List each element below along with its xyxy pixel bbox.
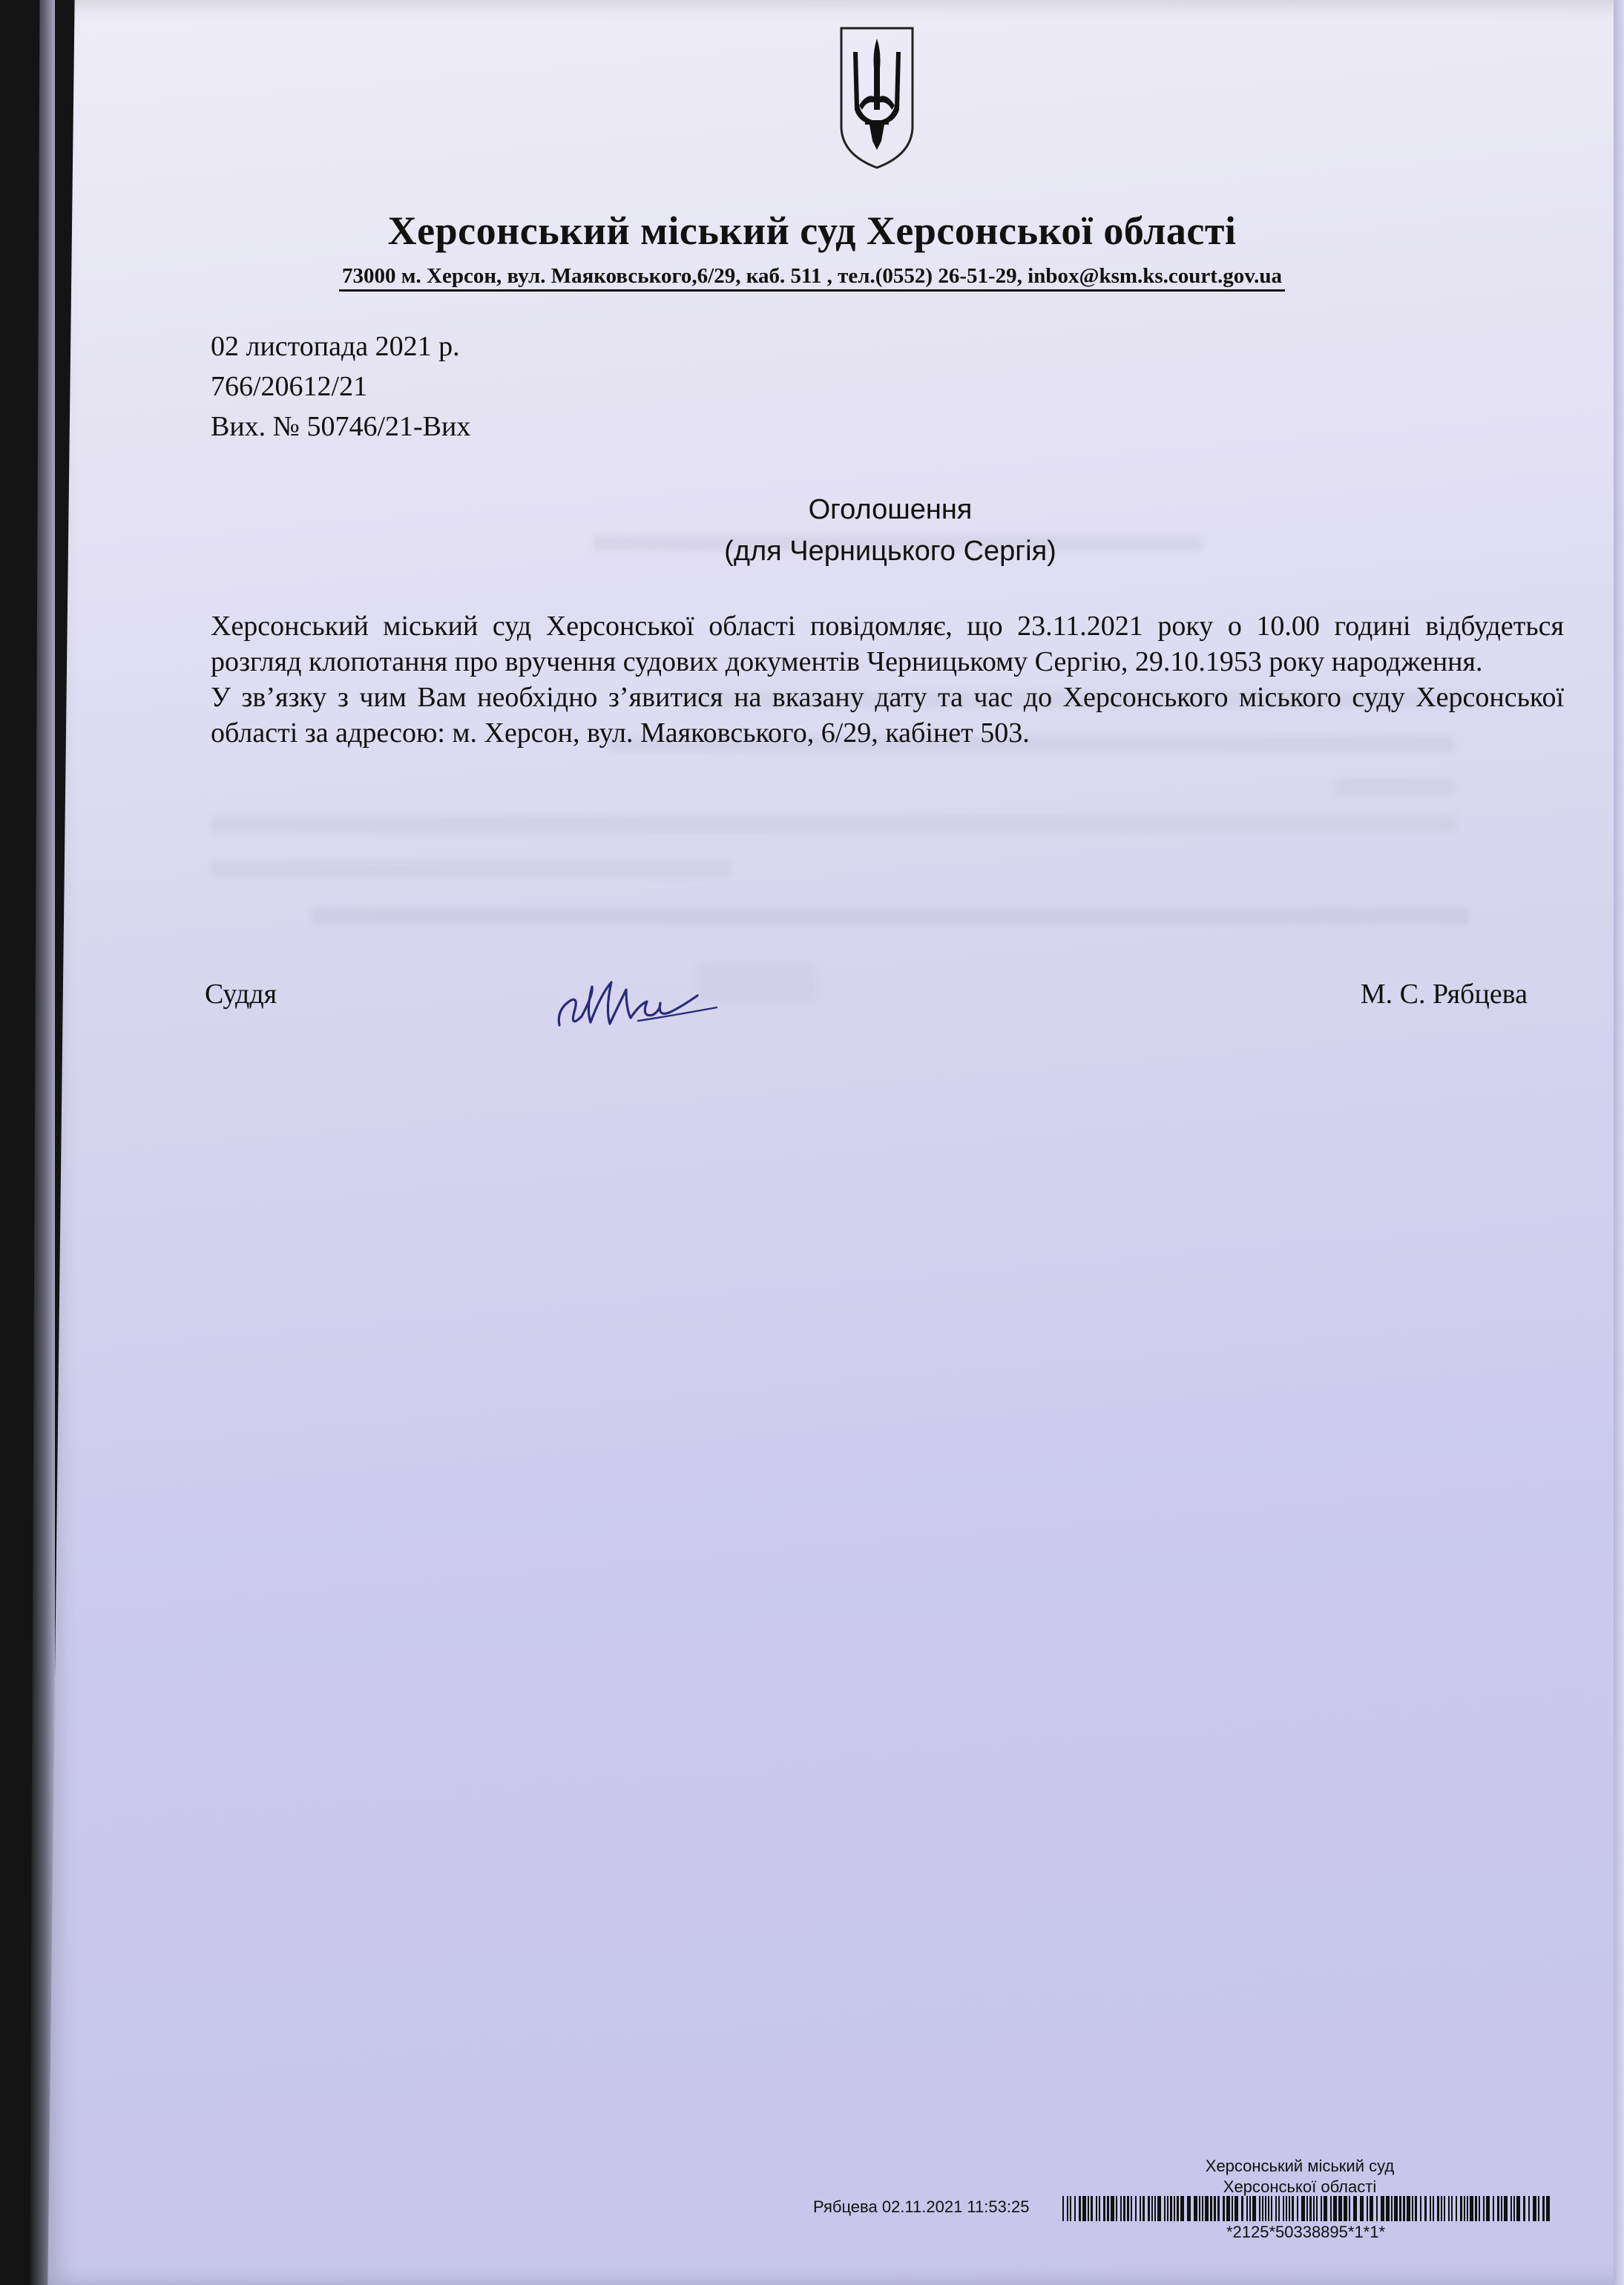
barcode-bar	[1140, 2196, 1141, 2221]
barcode-bar	[1391, 2196, 1393, 2221]
barcode-bar	[1533, 2196, 1536, 2221]
barcode-bar	[1370, 2196, 1373, 2221]
barcode-bar	[1268, 2196, 1269, 2221]
notice-paragraph-1: Херсонський міський суд Херсонської області повідомляє, що 23.11.2021 року о 10.00 годині відбудеться розгляд клопотання про вручення судових документів Черницькому Сергію, 29.10.1953 року народження.	[211, 611, 1564, 677]
barcode-bar	[1523, 2196, 1525, 2221]
barcode-bar	[1210, 2196, 1212, 2221]
barcode-bar	[1232, 2196, 1233, 2221]
barcode-bar	[1062, 2196, 1064, 2221]
court-address-line	[0, 264, 1624, 289]
outgoing-number: Вих. № 50746/21-Вих	[211, 411, 471, 442]
case-number: 766/20612/21	[211, 371, 368, 402]
stamp-signed-by: Рябцева 02.11.2021 11:53:25	[813, 2197, 1030, 2216]
barcode-bar	[1148, 2196, 1150, 2221]
barcode-bar	[1394, 2196, 1398, 2221]
document-barcode	[1062, 2196, 1554, 2221]
barcode-bar	[1475, 2196, 1477, 2221]
barcode-bar	[1297, 2196, 1298, 2221]
barcode-bar	[1313, 2196, 1315, 2221]
barcode-bar	[1283, 2196, 1284, 2221]
barcode-bar	[1154, 2196, 1156, 2221]
barcode-bar	[1259, 2196, 1260, 2221]
barcode-bar	[1174, 2196, 1175, 2221]
barcode-bar	[1333, 2196, 1337, 2221]
barcode-bar	[1420, 2196, 1421, 2221]
barcode-bar	[1249, 2196, 1251, 2221]
barcode-bar	[1448, 2196, 1450, 2221]
barcode-bar	[1177, 2196, 1179, 2221]
barcode-bar	[1486, 2196, 1490, 2221]
stamp-court-line-2: Херсонської області	[1223, 2177, 1377, 2196]
barcode-bar	[1437, 2196, 1439, 2221]
ukraine-trident-emblem-icon	[837, 22, 917, 171]
barcode-bar	[1542, 2196, 1545, 2221]
document-meta	[211, 326, 470, 447]
barcode-bar	[1180, 2196, 1184, 2221]
barcode-bar	[1246, 2196, 1248, 2221]
barcode-bar	[1301, 2196, 1305, 2221]
barcode-bar	[1467, 2196, 1468, 2221]
barcode-bar	[1381, 2196, 1384, 2221]
barcode-bar	[1187, 2196, 1191, 2221]
barcode-bar	[1451, 2196, 1453, 2221]
barcode-bar	[1275, 2196, 1277, 2221]
barcode-bar	[1538, 2196, 1539, 2221]
barcode-bar	[1349, 2196, 1350, 2221]
stamp-document-code: *2125*50338895*1*1*	[1226, 2223, 1386, 2241]
barcode-bar	[1217, 2196, 1220, 2221]
notice-recipient: (для Черницького Сергія)	[724, 536, 1056, 567]
barcode-bar	[1170, 2196, 1172, 2221]
barcode-bar	[1292, 2196, 1294, 2221]
judge-name: М. С. Рябцева	[1360, 979, 1528, 1010]
barcode-bar	[1316, 2196, 1318, 2221]
barcode-bar	[1460, 2196, 1462, 2221]
barcode-bar	[1441, 2196, 1442, 2221]
court-name-heading: Херсонський міський суд Херсонської області	[387, 208, 1237, 253]
barcode-bar	[1123, 2196, 1125, 2221]
barcode-bar	[1330, 2196, 1332, 2221]
notice-body	[211, 608, 1564, 751]
barcode-bar	[1241, 2196, 1243, 2221]
barcode-bar	[1412, 2196, 1413, 2221]
barcode-bar	[1194, 2196, 1197, 2221]
barcode-bar	[1278, 2196, 1280, 2221]
barcode-bar	[1403, 2196, 1405, 2221]
barcode-bar	[1074, 2196, 1076, 2221]
barcode-bar	[1067, 2196, 1068, 2221]
barcode-bar	[1226, 2196, 1230, 2221]
stamp-court-line-1: Херсонський міський суд	[1205, 2157, 1395, 2175]
barcode-bar	[1271, 2196, 1272, 2221]
barcode-bar	[1214, 2196, 1216, 2221]
barcode-bar	[1131, 2196, 1132, 2221]
barcode-bar	[1415, 2196, 1417, 2221]
signature-role: Суддя	[205, 979, 277, 1010]
barcode-bar	[1202, 2196, 1203, 2221]
barcode-bar	[1088, 2196, 1089, 2221]
barcode-bar	[1107, 2196, 1109, 2221]
e-signature-stamp-court	[1166, 2156, 1433, 2197]
barcode-bar	[1082, 2196, 1086, 2221]
barcode-bar	[1376, 2196, 1378, 2221]
court-address-text: 73000 м. Херсон, вул. Маяковського,6/29, каб. 511 , тел.(0552) 26-51-29, inbox@ksm.ks.court.gov.ua	[339, 264, 1285, 292]
barcode-bar	[1265, 2196, 1266, 2221]
barcode-bar	[1127, 2196, 1129, 2221]
barcode-bar	[1167, 2196, 1168, 2221]
notice-title: Оголошення	[808, 494, 973, 525]
barcode-bar	[1252, 2196, 1256, 2221]
barcode-bar	[1424, 2196, 1427, 2221]
barcode-bar	[1157, 2196, 1161, 2221]
barcode-bar	[1479, 2196, 1480, 2221]
barcode-bar	[1289, 2196, 1290, 2221]
barcode-bar	[1386, 2196, 1390, 2221]
barcode-bar	[1433, 2196, 1434, 2221]
barcode-bar	[1407, 2196, 1410, 2221]
barcode-bar	[1444, 2196, 1445, 2221]
barcode-bar	[1306, 2196, 1308, 2221]
barcode-bar	[1111, 2196, 1114, 2221]
barcode-bar	[1164, 2196, 1166, 2221]
barcode-bar	[1360, 2196, 1364, 2221]
barcode-bar	[1099, 2196, 1100, 2221]
barcode-bar	[1516, 2196, 1520, 2221]
barcode-bar	[1510, 2196, 1512, 2221]
barcode-bar	[1116, 2196, 1117, 2221]
handwritten-signature	[549, 957, 727, 1046]
barcode-bar	[1103, 2196, 1105, 2221]
barcode-bar	[1430, 2196, 1431, 2221]
barcode-bar	[1367, 2196, 1368, 2221]
barcode-bar	[1135, 2196, 1137, 2221]
barcode-bar	[1493, 2196, 1494, 2221]
barcode-bar	[1353, 2196, 1357, 2221]
notice-paragraph-2: У зв’язку з чим Вам необхідно з’явитися на вказану дату та час до Херсонського міського суду Херсонської області за адресою: м. Херсон, вул. Маяковського, 6/29, кабінет 503.	[211, 682, 1564, 749]
barcode-bar	[1321, 2196, 1322, 2221]
barcode-bar	[1235, 2196, 1238, 2221]
barcode-bar	[1546, 2196, 1550, 2221]
barcode-bar	[1070, 2196, 1071, 2221]
barcode-bar	[1286, 2196, 1287, 2221]
barcode-bar	[1497, 2196, 1499, 2221]
barcode-bar	[1143, 2196, 1145, 2221]
barcode-bar	[1309, 2196, 1312, 2221]
barcode-bar	[1120, 2196, 1122, 2221]
barcode-bar	[1151, 2196, 1153, 2221]
barcode-bar	[1470, 2196, 1473, 2221]
barcode-bar	[1528, 2196, 1530, 2221]
barcode-bar	[1338, 2196, 1342, 2221]
barcode-bar	[1096, 2196, 1097, 2221]
barcode-bar	[1504, 2196, 1508, 2221]
barcode-bar	[1464, 2196, 1465, 2221]
barcode-bar	[1091, 2196, 1093, 2221]
barcode-bar	[1483, 2196, 1485, 2221]
document-date: 02 листопада 2021 р.	[211, 331, 460, 362]
barcode-bar	[1456, 2196, 1457, 2221]
barcode-bar	[1344, 2196, 1347, 2221]
barcode-bar	[1199, 2196, 1200, 2221]
barcode-bar	[1079, 2196, 1081, 2221]
barcode-bar	[1513, 2196, 1515, 2221]
barcode-bar	[1399, 2196, 1401, 2221]
barcode-bar	[1324, 2196, 1327, 2221]
barcode-bar	[1501, 2196, 1502, 2221]
barcode-bar	[1205, 2196, 1209, 2221]
barcode-bar	[1262, 2196, 1263, 2221]
barcode-bar	[1223, 2196, 1225, 2221]
